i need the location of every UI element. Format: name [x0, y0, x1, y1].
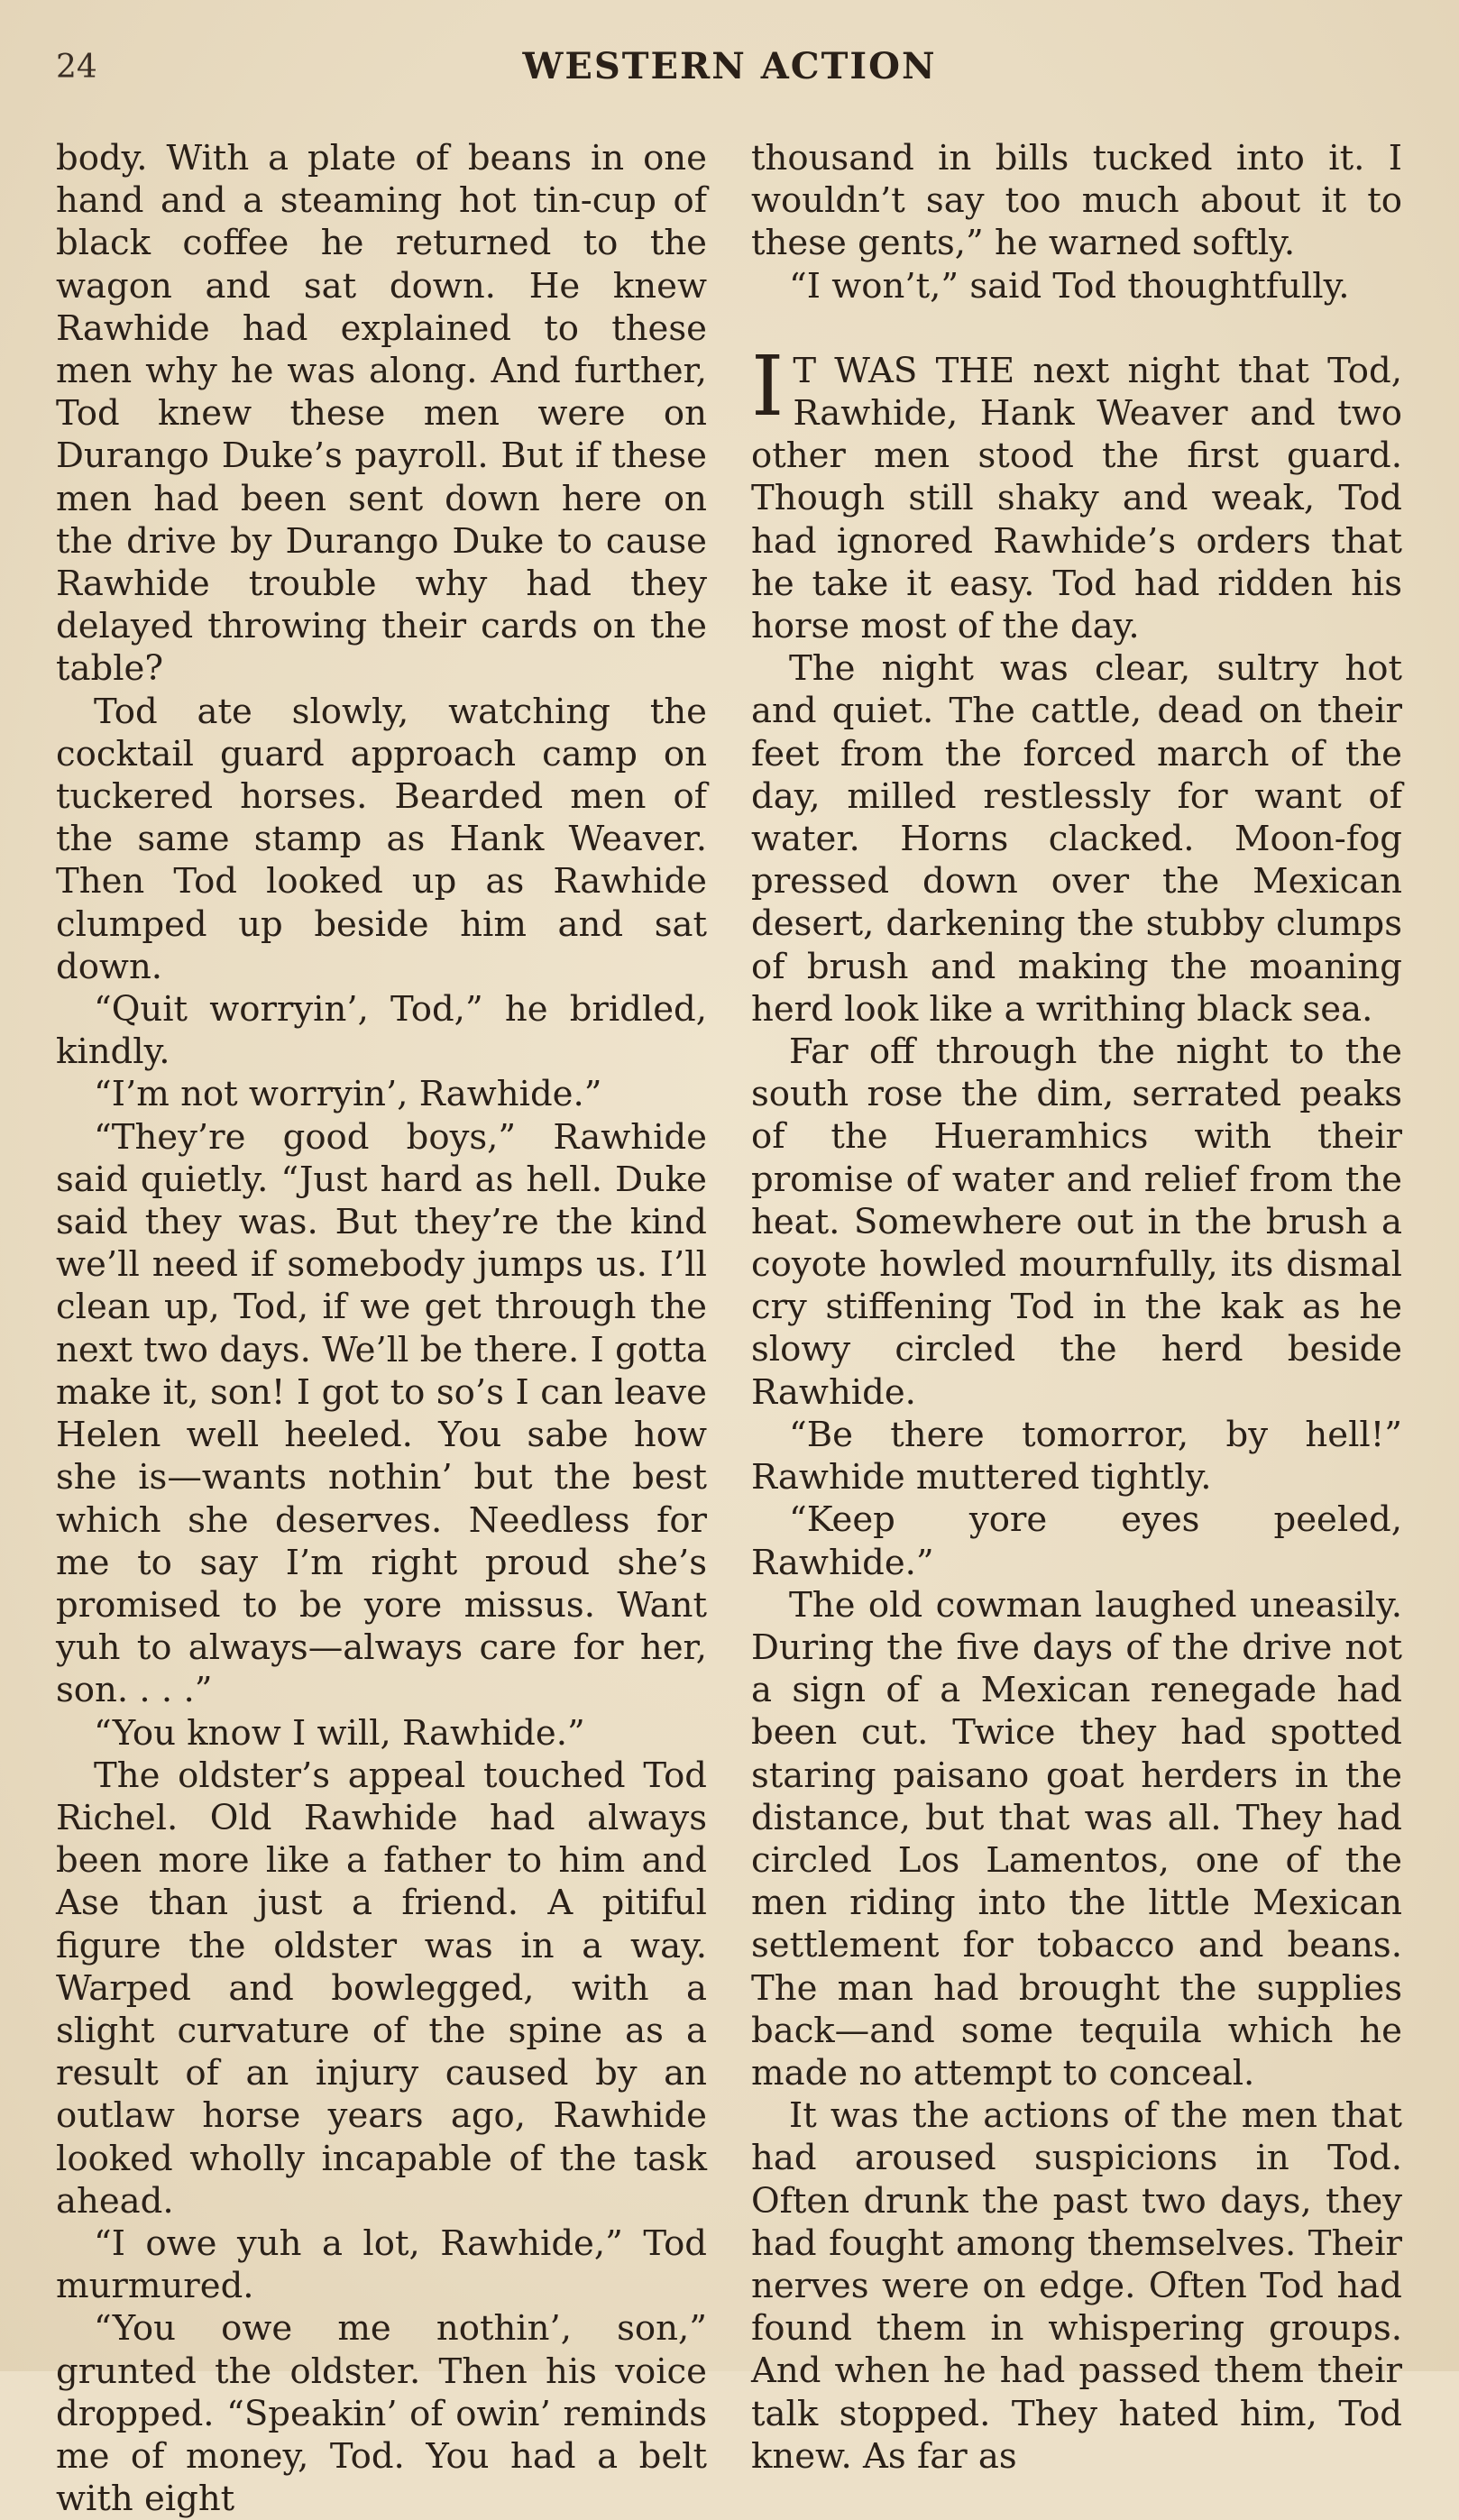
page-number: 24 [56, 49, 97, 86]
paragraph: “I won’t,” said Tod thoughtfully. [789, 265, 1350, 307]
paragraph: The oldster’s appeal touched Tod Richel. Old Rawhide had always been more like a father to him and Ase than just a friend. A pitiful figure the oldster was in a way. Warped and bowlegged, with a slight curvature of the spine as a result of an injury caused by an outlaw horse years ago, Rawhide looked wholly incapable of the task ahead. [56, 1755, 707, 2222]
paragraph: Tod ate slowly, watching the cocktail guard approach camp on tuckered horses. Bearded men of the same stamp as Hank Weaver. Then Tod looked up as Rawhide clumped up beside him and sat down. [56, 691, 707, 987]
paragraph: “Quit worryin’, Tod,” he bridled, kindly. [56, 989, 707, 1073]
paragraph: It was the actions of the men that had aroused suspicions in Tod. Often drunk the past two days, they had fought among themselves. Their nerves were on edge. Often Tod had found them in whispering groups. And when he had passed them their talk stopped. They hated him, Tod knew. As far as [751, 2095, 1402, 2477]
paragraph: “I’m not worryin’, Rawhide.” [94, 1074, 602, 1115]
left-column [56, 137, 707, 2520]
paragraph: “I owe yuh a lot, Rawhide,” Tod murmured. [56, 2222, 707, 2307]
paragraph: The night was clear, sultry hot and quiet. The cattle, dead on their feet from the forced march of the day, milled restlessly for want of water. Horns clacked. Moon-fog pressed down over the Mexican desert, darkening the stubby clumps of brush and making the moaning herd look like a writhing black sea. [751, 648, 1402, 1030]
paragraph: “Be there tomorror, by hell!” Rawhide muttered tightly. [751, 1414, 1402, 1498]
running-title: WESTERN ACTION [522, 45, 937, 87]
page-header [54, 43, 1405, 97]
paragraph: The old cowman laughed uneasily. During the five days of the drive not a sign of a Mexican renegade had been cut. Twice they had spotted staring paisano goat herders in the distance, but that was all. They had circled Los Lamentos, one of the men riding into the little Mexican settlement for tobacco and beans. The man had brought the supplies back—and some tequila which he made no attempt to conceal. [751, 1584, 1402, 2094]
paragraph: thousand in bills tucked into it. I wouldn’t say too much about it to these gents,” he warned softly. [751, 138, 1402, 264]
paragraph: body. With a plate of beans in one hand and a steaming hot tin-cup of black coffee he returned to the wagon and sat down. He knew Rawhide had explained to these men why he was along. And further, Tod knew these men were on Durango Duke’s payroll. But if these men had been sent down here on the drive by Durango Duke to cause Rawhide trouble why had they delayed throwing their cards on the table? [56, 138, 707, 690]
paragraph: “You know I will, Rawhide.” [94, 1712, 585, 1754]
paragraph: “Keep yore eyes peeled, Rawhide.” [751, 1499, 1402, 1583]
drop-cap: I [751, 337, 785, 435]
paragraph: “You owe me nothin’, son,” grunted the oldster. Then his voice dropped. “Speakin’ of owin’ reminds me of money, Tod. You had a belt with eight [56, 2308, 707, 2520]
right-column [751, 137, 1402, 2478]
section-opening-text: T WAS THE next night that Tod, Rawhide, Hank Weaver and two other men stood the first guard. Though still shaky and weak, Tod had ignored Rawhide’s orders that he take it easy. Tod had ridden his horse most of the day. [751, 350, 1402, 647]
paragraph: Far off through the night to the south rose the dim, serrated peaks of the Hueramhics with their promise of water and relief from the heat. Somewhere out in the brush a coyote howled mournfully, its dismal cry stiffening Tod in the kak as he slowy circled the herd beside Rawhide. [751, 1031, 1402, 1413]
section-opening-paragraph [751, 337, 1402, 647]
paragraph: “They’re good boys,” Rawhide said quietly. “Just hard as hell. Duke said they was. But they’re the kind we’ll need if somebody jumps us. I’ll clean up, Tod, if we get through the next two days. We’ll be there. I gotta make it, son! I got to so’s I can leave Helen well heeled. You sabe how she is—wants nothin’ but the best which she deserves. Needless for me to say I’m right proud she’s promised to be yore missus. Want yuh to always—always care for her, son. . . .” [56, 1116, 707, 1711]
